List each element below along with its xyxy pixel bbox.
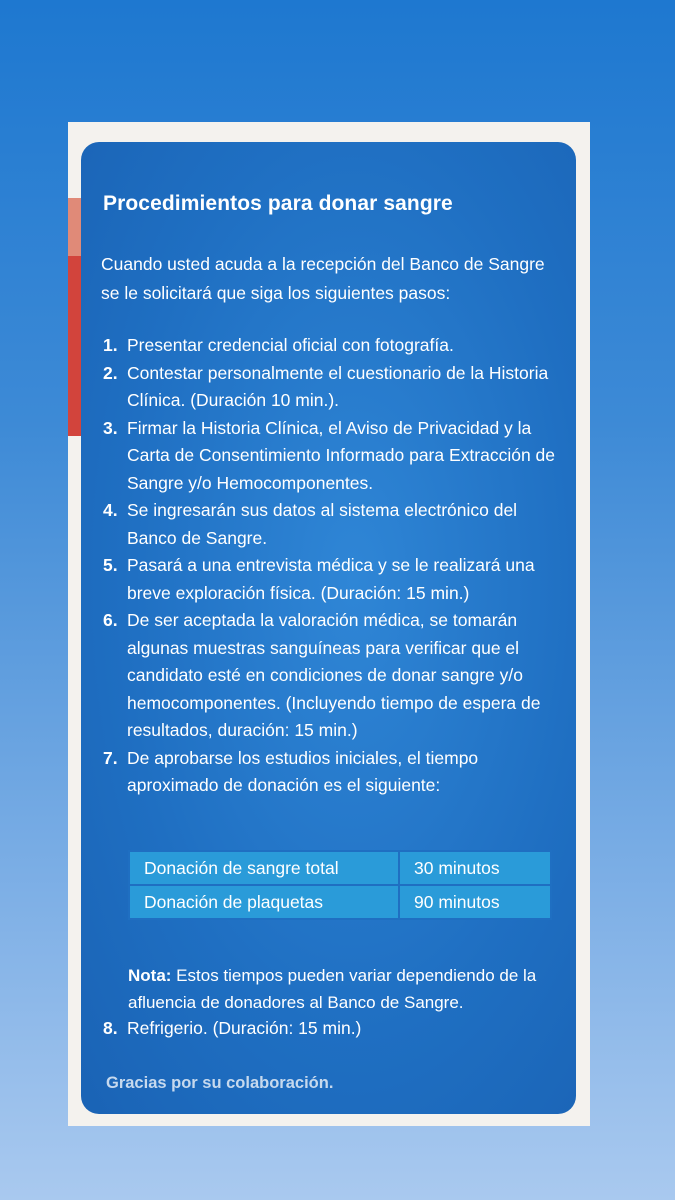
note bbox=[128, 962, 568, 1016]
step-text: Pasará a una entrevista médica y se le realizará una breve exploración física. (Duración: 15 min.) bbox=[127, 555, 535, 603]
step-number: 8. bbox=[103, 1018, 118, 1038]
brochure-photo bbox=[68, 122, 590, 1126]
table-cell-label: Donación de plaquetas bbox=[129, 885, 399, 919]
step-item bbox=[103, 552, 563, 607]
step-text: De aprobarse los estudios iniciales, el tiempo aproximado de donación es el siguiente: bbox=[127, 747, 479, 795]
step-text: Presentar credencial oficial con fotografía. bbox=[127, 335, 454, 355]
table-cell-time: 90 minutos bbox=[399, 885, 551, 919]
step-number: 5. bbox=[103, 555, 118, 575]
step-item bbox=[103, 497, 563, 552]
step-number: 7. bbox=[103, 747, 118, 768]
step-item bbox=[103, 360, 563, 415]
step-text: Firmar la Historia Clínica, el Aviso de Privacidad y la Carta de Consentimiento Informado para Extracción de Sangre y/o Hemocomponentes. bbox=[127, 417, 556, 493]
table-row bbox=[129, 885, 551, 919]
table-cell-time: 30 minutos bbox=[399, 851, 551, 885]
card-title: Procedimientos para donar sangre bbox=[103, 192, 453, 215]
step-number: 6. bbox=[103, 610, 118, 630]
step-item bbox=[103, 607, 563, 745]
step-number: 2. bbox=[103, 362, 118, 383]
table-cell-label: Donación de sangre total bbox=[129, 851, 399, 885]
table-row bbox=[129, 851, 551, 885]
donation-time-table bbox=[128, 850, 552, 920]
thanks-text: Gracias por su colaboración. bbox=[106, 1074, 334, 1092]
note-label: Nota: bbox=[128, 966, 172, 985]
step-text: Contestar personalmente el cuestionario de la Historia Clínica. (Duración 10 min.). bbox=[127, 362, 549, 410]
step-item bbox=[103, 415, 563, 498]
intro-text: Cuando usted acuda a la recepción del Banco de Sangre se le solicitará que siga los siguientes pasos: bbox=[101, 254, 545, 303]
step-number: 1. bbox=[103, 335, 118, 355]
steps-list bbox=[103, 332, 563, 800]
step-item bbox=[103, 1015, 563, 1042]
step-item bbox=[103, 332, 563, 360]
step-text: Se ingresarán sus datos al sistema electrónico del Banco de Sangre. bbox=[127, 500, 518, 548]
step-text: De ser aceptada la valoración médica, se tomarán algunas muestras sanguíneas para verificar que el candidato esté en condiciones de donar sangre y/o hemocomponentes. (Incluyendo tiempo de espera de resultados, duración: 15 min.) bbox=[127, 610, 541, 740]
step-number: 4. bbox=[103, 500, 118, 520]
note-text: Estos tiempos pueden variar dependiendo de la afluencia de donadores al Banco de Sangre. bbox=[128, 966, 537, 1012]
step-number: 3. bbox=[103, 417, 118, 438]
step-item bbox=[103, 745, 563, 800]
step-text: Refrigerio. (Duración: 15 min.) bbox=[127, 1018, 362, 1038]
info-card bbox=[81, 142, 576, 1114]
